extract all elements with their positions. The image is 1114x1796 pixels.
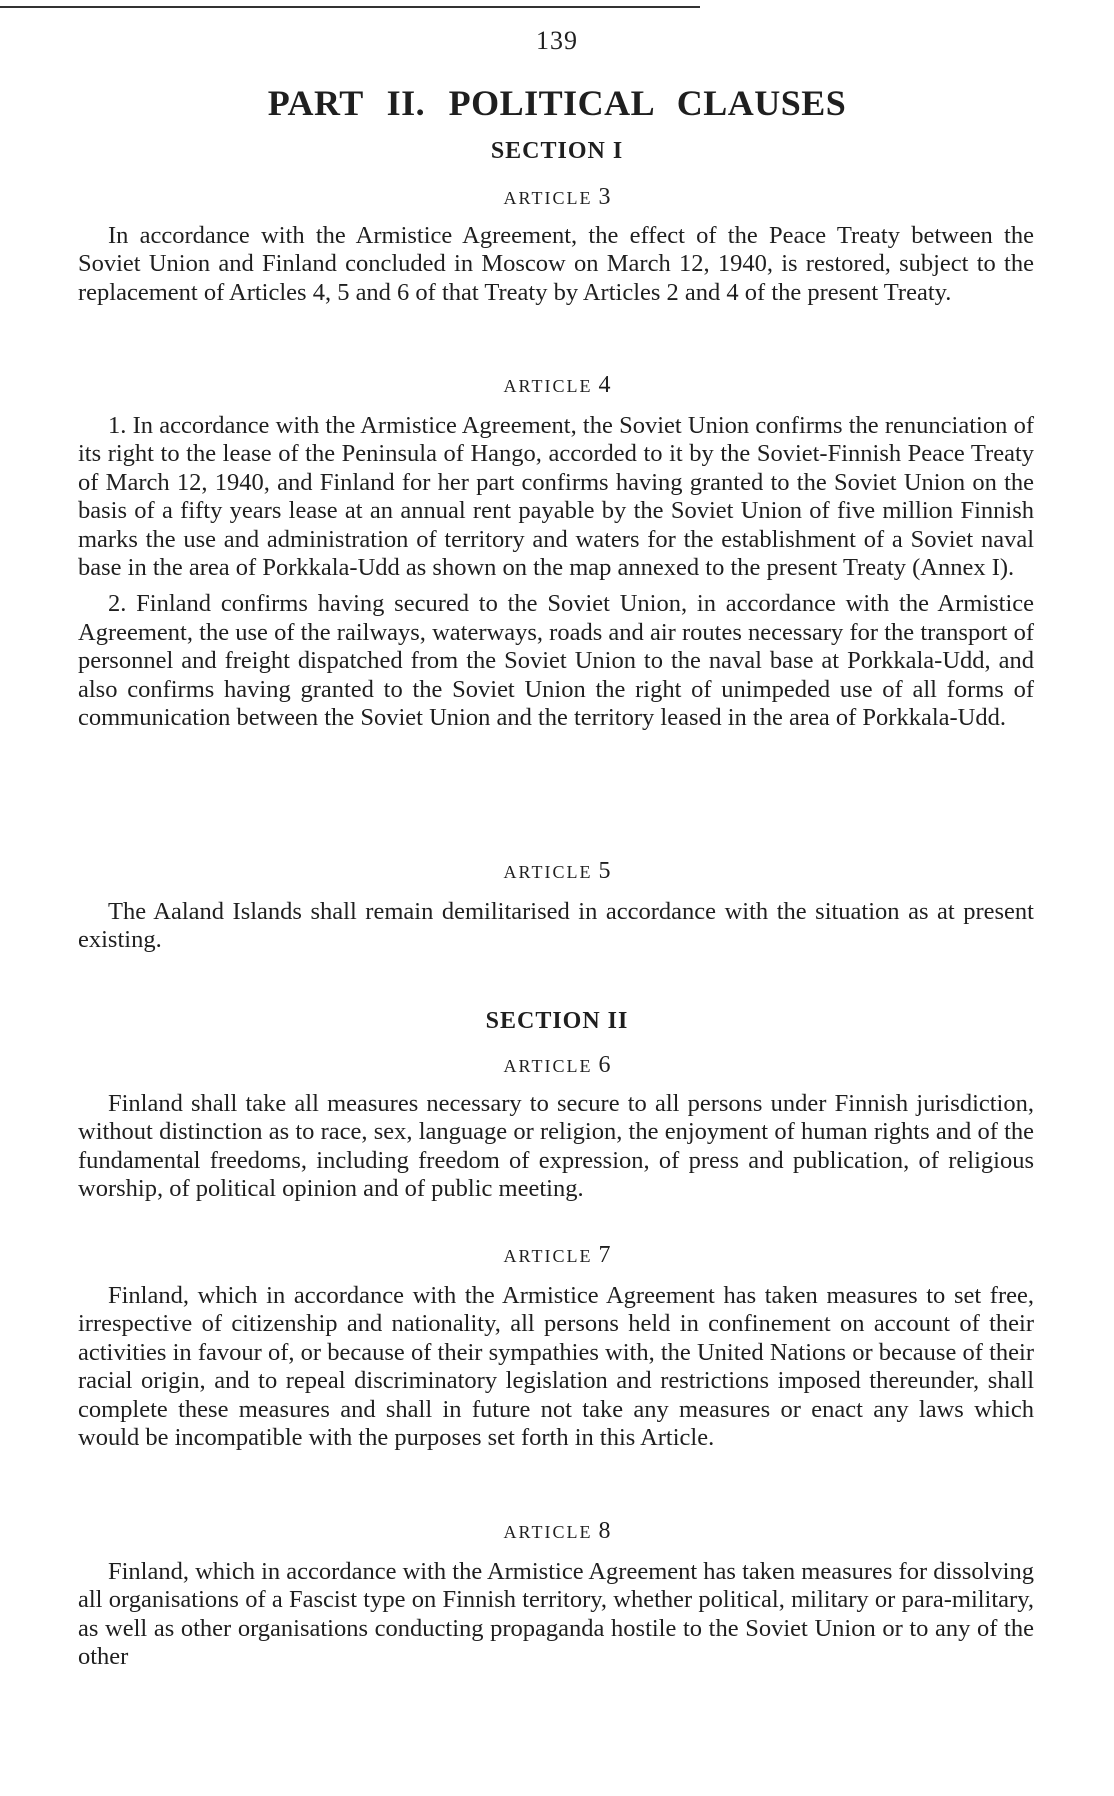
- article-3-paragraph-1: In accordance with the Armistice Agreement, the effect of the Peace Treaty between the Soviet Union and Finland concluded in Moscow on March 12, 1940, is restored, subject to the replacement of Articles 4, 5 and 6 of that Treaty by Articles 2 and 4 of the present Treaty.: [78, 222, 1034, 306]
- article-4-heading: [0, 372, 1114, 399]
- article-label: ARTICLE: [503, 1522, 593, 1542]
- article-number: 4: [598, 372, 611, 398]
- article-6-body: [78, 1090, 1034, 1204]
- article-number: 6: [598, 1052, 611, 1078]
- article-number: 7: [598, 1242, 611, 1268]
- page-number: 139: [536, 26, 578, 55]
- article-4-paragraph-1: 1. In accordance with the Armistice Agreement, the Soviet Union confirms the renunciation of its right to the lease of the Peninsula of Hango, accorded to it by the Soviet-Finnish Peace Treaty of March 12, 1940, and Finland for her part confirms having granted to the Soviet Union on the basis of a fifty years lease at an annual rent payable by the Soviet Union of five million Finnish marks the use and administration of territory and waters for the establishment of a Soviet naval base in the area of Porkkala-Udd as shown on the map annexed to the present Treaty (Annex I).: [78, 412, 1034, 582]
- section-1-heading: SECTION I: [490, 138, 624, 164]
- part-title: PART II. POLITICAL CLAUSES: [267, 83, 847, 123]
- section-2-heading: SECTION II: [485, 1008, 629, 1034]
- article-number: 5: [598, 858, 611, 884]
- article-4-body: [78, 412, 1034, 732]
- article-8-heading: [0, 1518, 1114, 1545]
- article-4-paragraph-2: 2. Finland confirms having secured to the Soviet Union, in accordance with the Armistice Agreement, the use of the railways, waterways, roads and air routes necessary for the transport of personnel and freight dispatched from the Soviet Union to the naval base at Porkkala-Udd, and also confirms having granted to the Soviet Union the right of unimpeded use of all forms of communication between the Soviet Union and the territory leased in the area of Porkkala-Udd.: [78, 590, 1034, 732]
- article-label: ARTICLE: [503, 862, 593, 882]
- article-3-heading: [0, 184, 1114, 211]
- article-8-body: [78, 1558, 1034, 1672]
- article-3-body: [78, 222, 1034, 307]
- article-6-paragraph-1: Finland shall take all measures necessary to secure to all persons under Finnish jurisdiction, without distinction as to race, sex, language or religion, the enjoyment of human rights and of the fundamental freedoms, including freedom of expression, of press and publication, of religious worship, of political opinion and of public meeting.: [78, 1090, 1034, 1203]
- article-number: 8: [598, 1518, 611, 1544]
- article-7-body: [78, 1282, 1034, 1452]
- article-label: ARTICLE: [503, 1056, 593, 1076]
- article-5-paragraph-1: The Aaland Islands shall remain demilitarised in accordance with the situation as at present existing.: [78, 898, 1034, 954]
- article-label: ARTICLE: [503, 376, 593, 396]
- article-8-paragraph-1: Finland, which in accordance with the Armistice Agreement has taken measures for dissolving all organisations of a Fascist type on Finnish territory, whether political, military or para-military, as well as other organisations conducting propaganda hostile to the Soviet Union or to any of the other: [78, 1558, 1034, 1671]
- article-7-paragraph-1: Finland, which in accordance with the Armistice Agreement has taken measures to set free, irrespective of citizenship and nationality, all persons held in confinement on account of their activities in favour of, or because of their sympathies with, the United Nations or because of their racial origin, and to repeal discriminatory legislation and restrictions imposed thereunder, shall complete these measures and shall in future not take any measures or enact any laws which would be incompatible with the purposes set forth in this Article.: [78, 1282, 1034, 1452]
- article-label: ARTICLE: [503, 1246, 593, 1266]
- article-5-heading: [0, 858, 1114, 885]
- article-number: 3: [598, 184, 611, 210]
- article-5-body: [78, 898, 1034, 955]
- article-label: ARTICLE: [503, 188, 593, 208]
- article-6-heading: [0, 1052, 1114, 1079]
- top-rule: [0, 6, 700, 8]
- article-7-heading: [0, 1242, 1114, 1269]
